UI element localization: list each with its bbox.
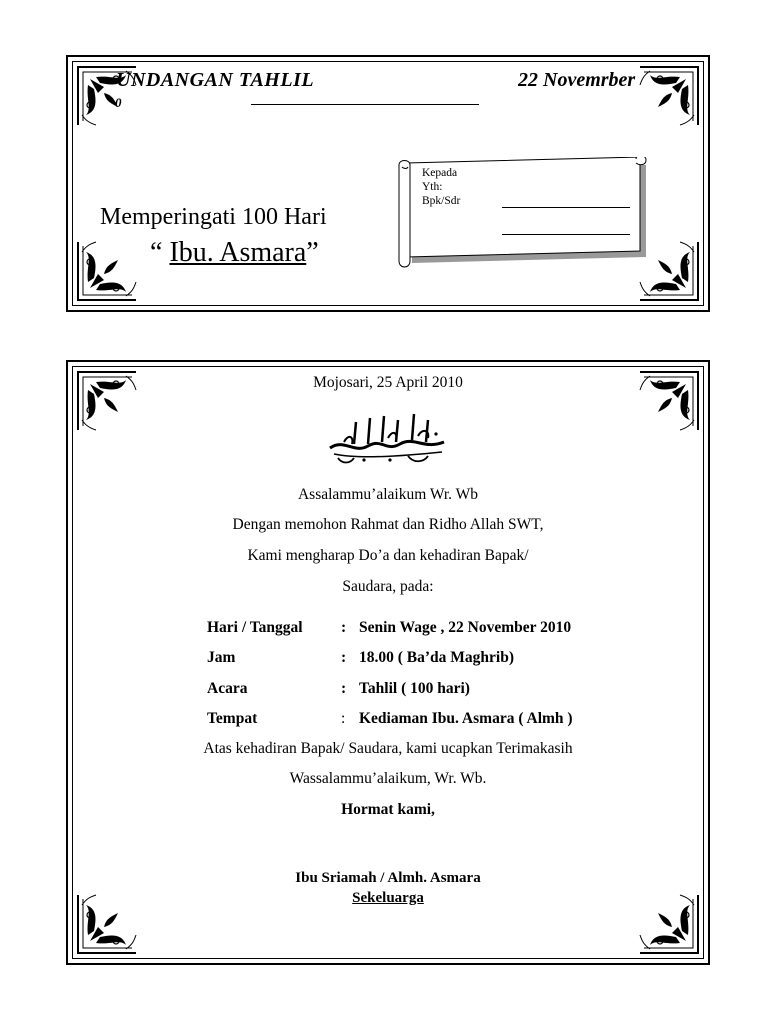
detail-colon: : <box>341 710 346 727</box>
detail-label: Hari / Tanggal <box>207 619 303 636</box>
memorial-heading: Memperingati 100 Hari <box>100 204 327 230</box>
detail-value: Kediaman Ibu. Asmara ( Almh ) <box>359 710 573 727</box>
paragraph-line-2: Kami mengharap Do’a dan kehadiran Bapak/ <box>247 547 529 564</box>
deceased-name-line <box>150 237 319 269</box>
detail-value: Senin Wage , 22 November 2010 <box>359 619 572 636</box>
detail-label: Jam <box>207 649 236 666</box>
detail-label: Tempat <box>207 710 258 727</box>
greeting: Assalammu’alaikum Wr. Wb <box>297 486 479 503</box>
detail-value: 18.00 ( Ba’da Maghrib) <box>359 649 514 666</box>
regards-line: Hormat kami, <box>341 801 435 818</box>
recipient-blank-line <box>502 234 630 235</box>
invitation-letter-card <box>66 360 710 965</box>
header-stray-digit: 0 <box>115 95 122 110</box>
close-quote: ” <box>306 237 319 268</box>
open-quote: “ <box>150 237 170 268</box>
detail-value: Tahlil ( 100 hari) <box>359 680 470 697</box>
detail-colon: : <box>341 619 347 636</box>
recipient-blank-line <box>502 207 630 208</box>
detail-label: Acara <box>207 680 248 697</box>
detail-colon: : <box>341 649 347 666</box>
family-line <box>68 890 708 907</box>
signature: Ibu Sriamah / Almh. Asmara <box>295 870 481 886</box>
paragraph-line-1: Dengan memohon Rahmat dan Ridho Allah SWT, <box>232 516 544 533</box>
detail-row-event <box>207 680 470 698</box>
thanks-line: Atas kehadiran Bapak/ Saudara, kami ucapkan Terimakasih <box>203 740 573 757</box>
family-label: Sekeluarga <box>352 890 424 906</box>
corner-ornament-icon <box>74 238 140 304</box>
address-recipient-label: Bpk/Sdr <box>422 195 461 207</box>
paragraph-line-3: Saudara, pada: <box>342 578 434 595</box>
address-scroll <box>396 157 652 271</box>
place-date: Mojosari, 25 April 2010 <box>313 374 463 391</box>
detail-row-time <box>207 649 514 667</box>
invitation-title: UNDANGAN TAHLIL <box>116 69 315 91</box>
deceased-name: Ibu. Asmara <box>169 237 307 268</box>
detail-colon: : <box>341 680 347 697</box>
detail-row-date <box>207 619 571 637</box>
address-to-label: Kepada <box>422 167 458 179</box>
header-date: 22 Novemrber <box>518 69 636 91</box>
detail-row-place <box>207 710 573 728</box>
header-underline <box>251 104 479 105</box>
address-yth-label: Yth: <box>422 181 443 193</box>
invitation-envelope-card <box>66 55 710 312</box>
basmala-calligraphy-icon <box>324 408 452 466</box>
closing-greeting: Wassalammu’alaikum, Wr. Wb. <box>289 770 487 787</box>
